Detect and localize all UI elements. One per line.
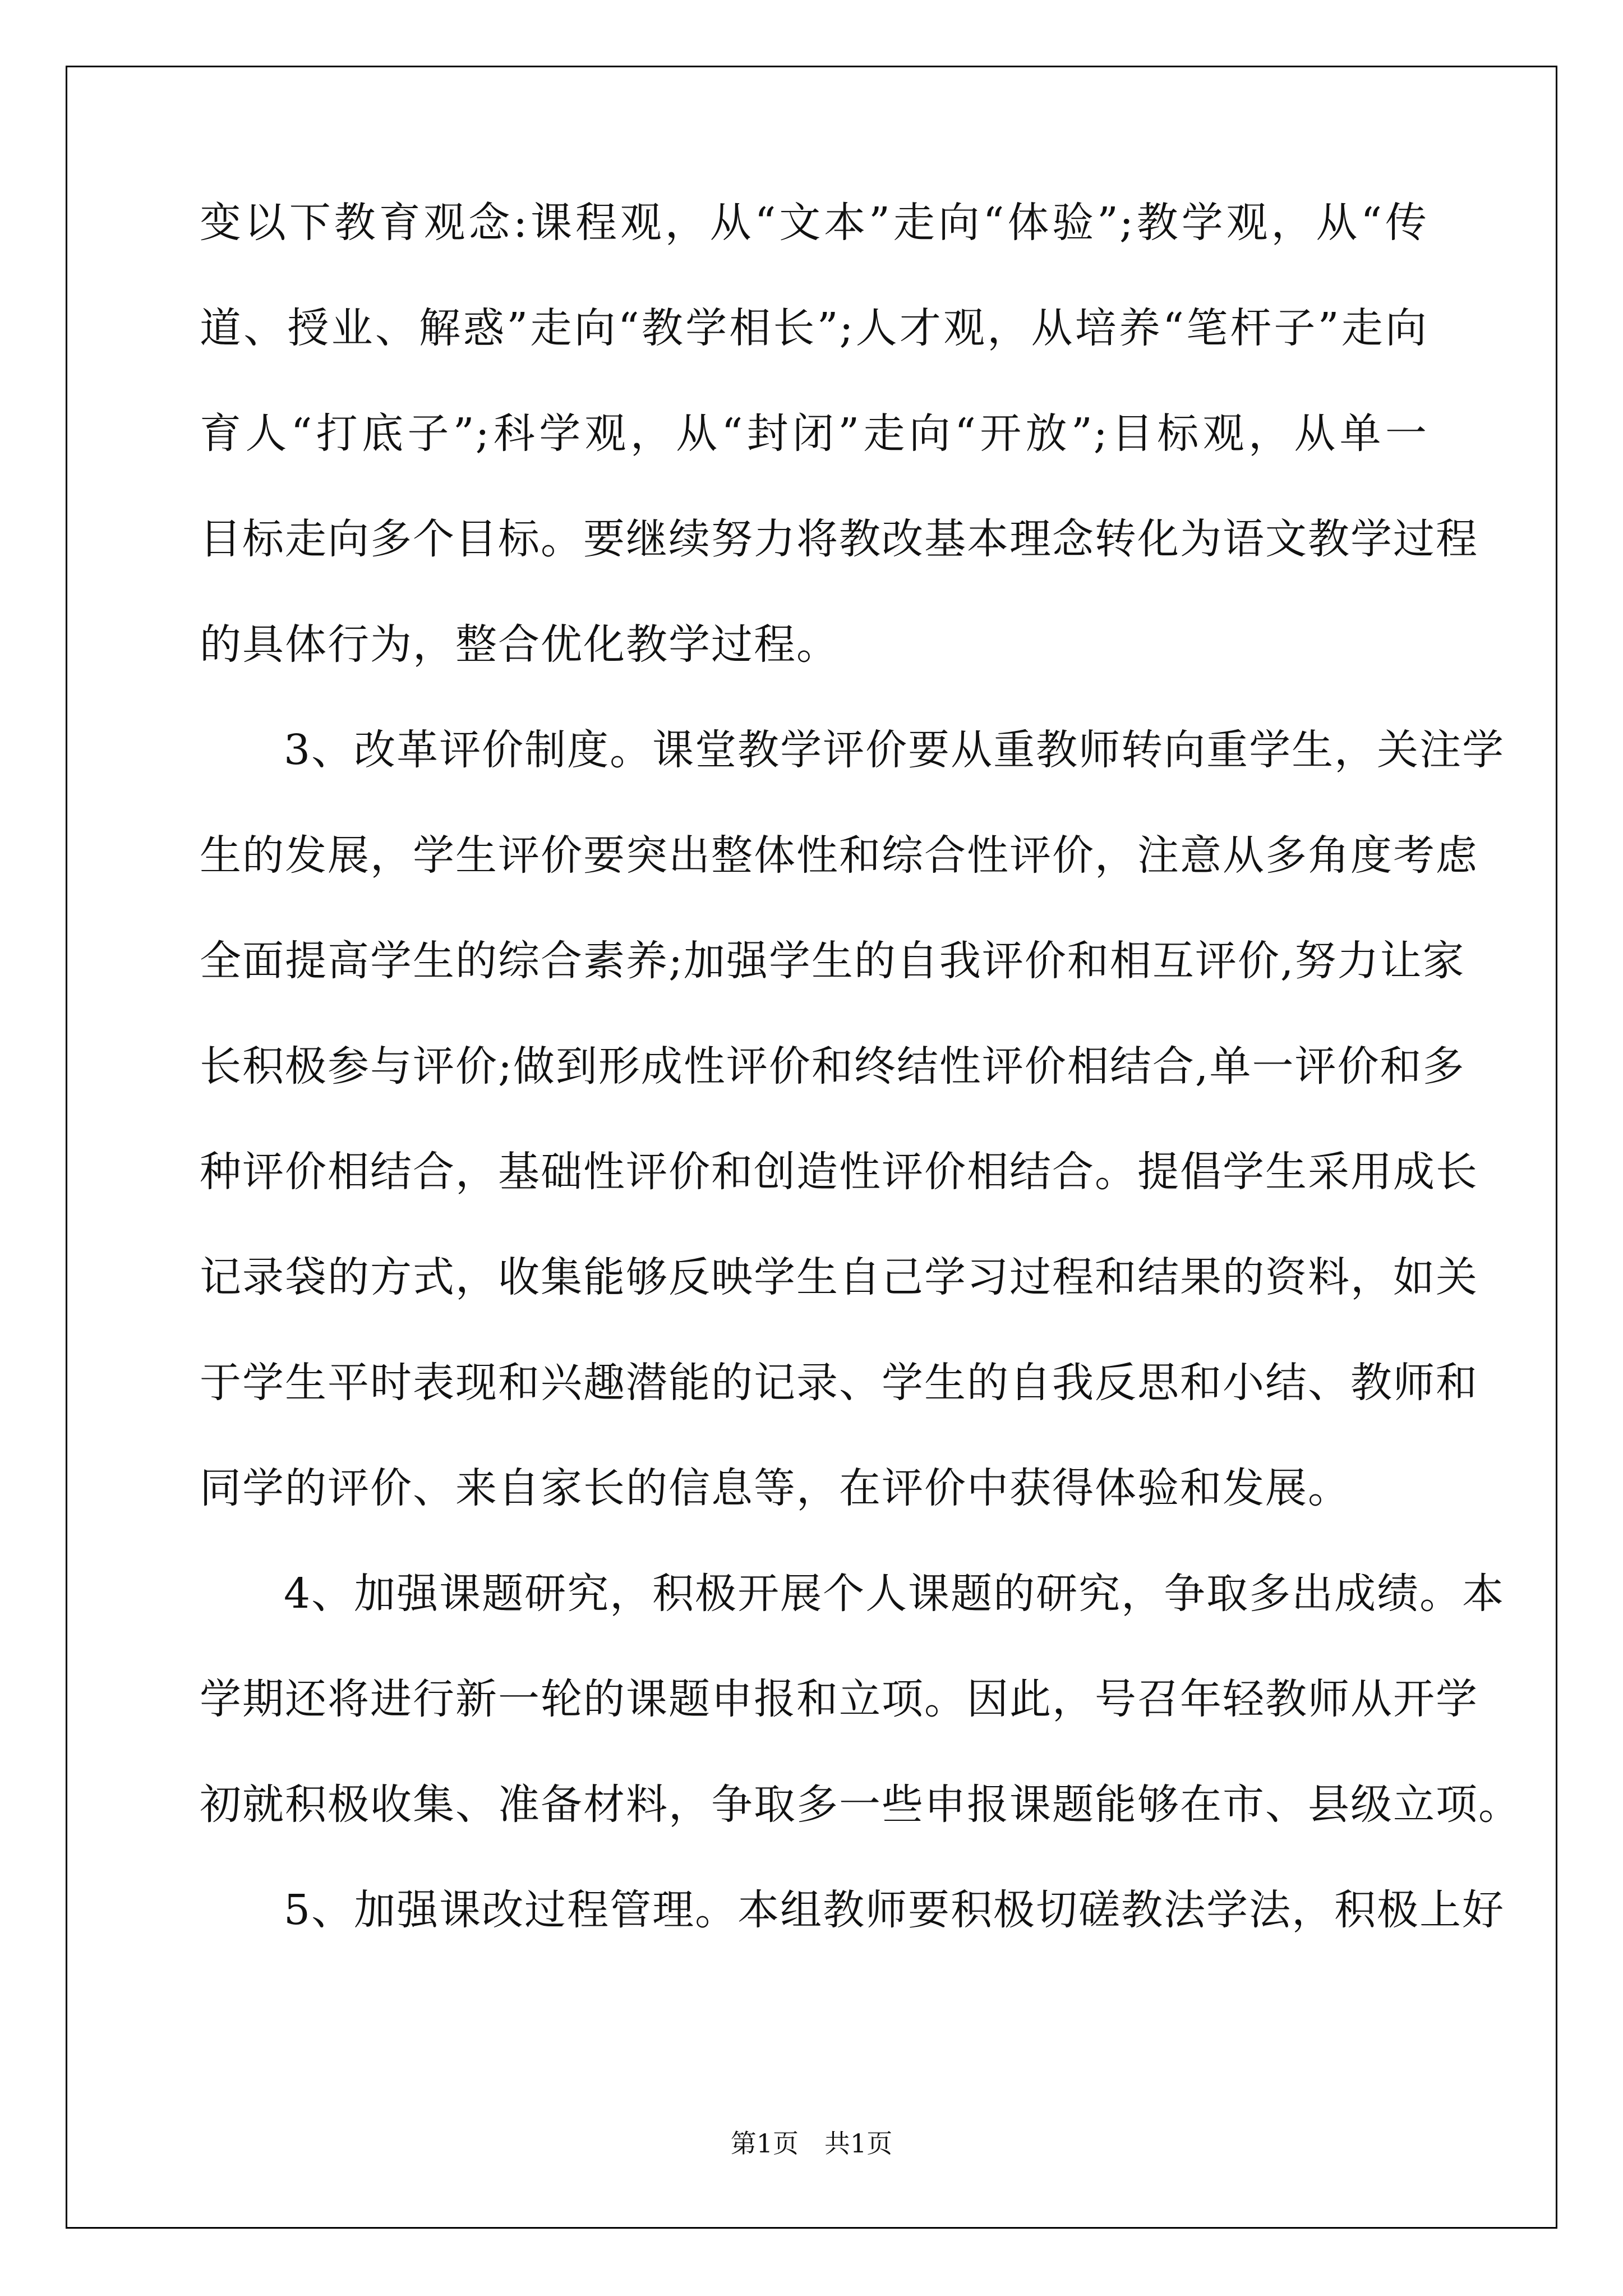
text-line: 育人“打底子”;科学观，从“封闭”走向“开放”;目标观，从单一 xyxy=(200,409,1428,458)
text-line: 同学的评价、来自家长的信息等，在评价中获得体验和发展。 xyxy=(200,1464,1350,1512)
text-line: 变以下教育观念:课程观，从“文本”走向“体验”;教学观，从“传 xyxy=(200,199,1428,247)
text-line: 记录袋的方式，收集能够反映学生自己学习过程和结果的资料，如关 xyxy=(200,1253,1478,1301)
text-line: 的具体行为，整合优化教学过程。 xyxy=(200,620,839,669)
text-line: 全面提高学生的综合素养;加强学生的自我评价和相互评价,努力让家 xyxy=(200,937,1465,985)
text-line: 长积极参与评价;做到形成性评价和终结性评价相结合,单一评价和多 xyxy=(200,1042,1465,1091)
paragraph-first-line: 5、加强课改过程管理。本组教师要积极切磋教法学法，积极上好 xyxy=(284,1886,1505,1934)
paragraph-first-line: 4、加强课题研究，积极开展个人课题的研究，争取多出成绩。本 xyxy=(284,1570,1505,1618)
text-line: 初就积极收集、准备材料，争取多一些申报课题能够在市、县级立项。 xyxy=(200,1780,1521,1829)
text-line: 道、授业、解惑”走向“教学相长”;人才观，从培养“笔杆子”走向 xyxy=(200,304,1428,352)
text-line: 学期还将进行新一轮的课题申报和立项。因此，号召年轻教师从开学 xyxy=(200,1675,1478,1723)
page-number-footer: 第1页 共1页 xyxy=(730,2128,893,2159)
text-line: 于学生平时表现和兴趣潜能的记录、学生的自我反思和小结、教师和 xyxy=(200,1359,1478,1407)
document-body xyxy=(200,199,1521,1995)
text-line: 种评价相结合，基础性评价和创造性评价相结合。提倡学生采用成长 xyxy=(200,1148,1478,1196)
text-line: 目标走向多个目标。要继续努力将教改基本理念转化为语文教学过程 xyxy=(200,515,1478,563)
paragraph-first-line: 3、改革评价制度。课堂教学评价要从重教师转向重学生，关注学 xyxy=(284,726,1505,774)
text-line: 生的发展，学生评价要突出整体性和综合性评价，注意从多角度考虑 xyxy=(200,831,1478,880)
